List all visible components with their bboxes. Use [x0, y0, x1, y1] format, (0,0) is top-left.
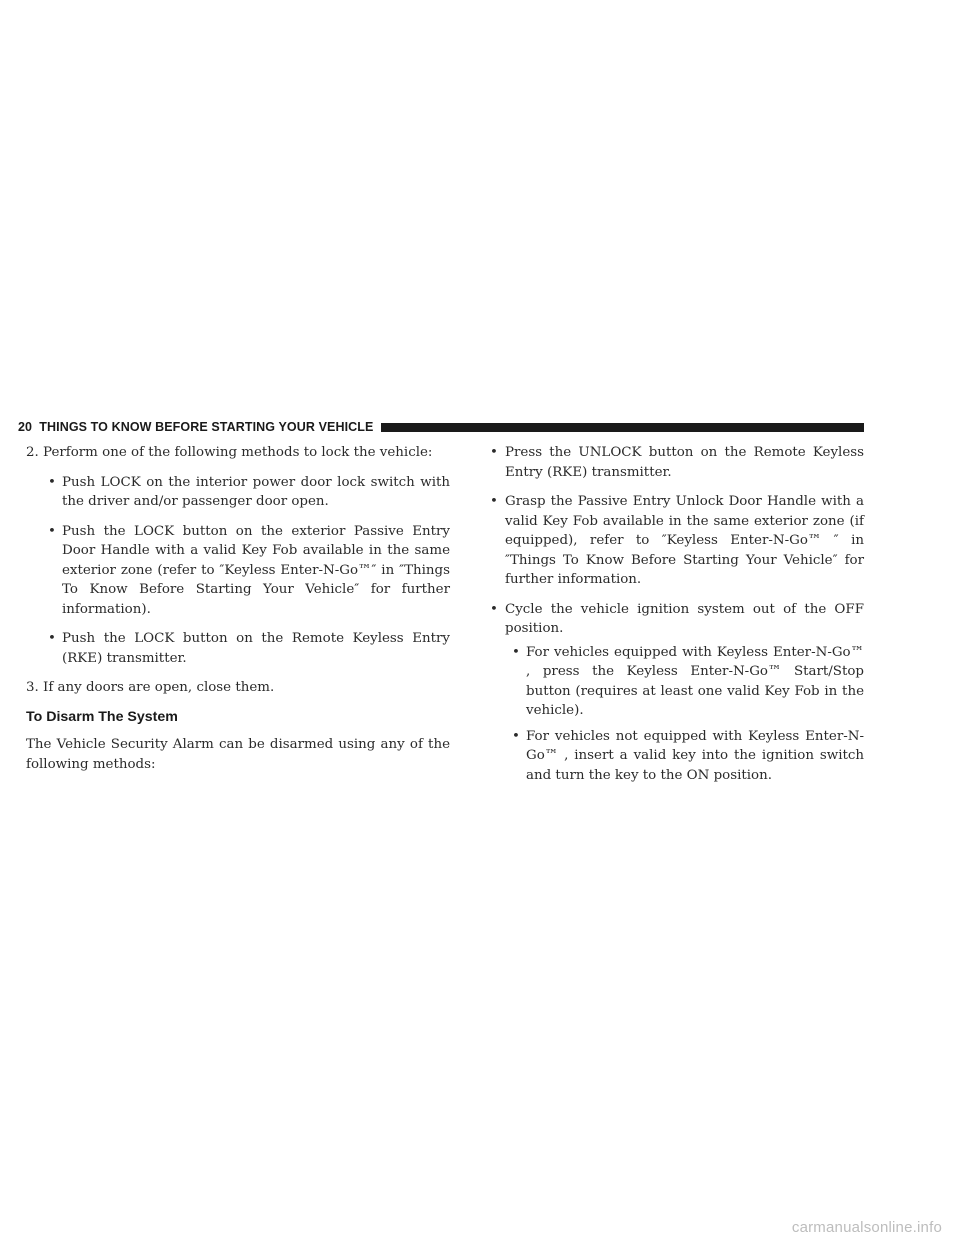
disarm-method-2	[472, 492, 864, 590]
section-body: The Vehicle Security Alarm can be disarmed using any of the following methods:	[26, 737, 450, 772]
lock-method-2	[22, 522, 450, 620]
step-2: 2. Perform one of the following methods to lock the vehicle:	[26, 445, 433, 460]
bullet-glyph: •	[490, 445, 498, 460]
lock-method-1	[22, 473, 450, 512]
page-header-text	[18, 420, 373, 434]
ignition-sub-1	[472, 643, 864, 721]
lock-method-3-text: Push the LOCK button on the Remote Keyless Entry (RKE) transmitter.	[62, 631, 450, 666]
disarm-method-2-text: Grasp the Passive Entry Unlock Door Handle with a valid Key Fob available in the same exterior zone (if equipped), refer to ″Keyless Enter-N-Go™ ″ in ″Things To Know Before Starting Your Vehicle″ for further information.	[505, 494, 864, 587]
ignition-sub-1-text: For vehicles equipped with Keyless Enter-N-Go™ , press the Keyless Enter-N-Go™ Start/Stop button (requires at least one valid Key Fob in the vehicle).	[526, 644, 864, 718]
lock-method-3	[22, 629, 450, 668]
section-title: To Disarm The System	[26, 708, 178, 725]
disarm-method-1	[472, 443, 864, 482]
right-column	[472, 443, 864, 791]
disarm-method-1-text: Press the UNLOCK button on the Remote Keyless Entry (RKE) transmitter.	[505, 445, 864, 480]
bullet-glyph: •	[490, 494, 498, 509]
disarm-method-3-text: Cycle the vehicle ignition system out of the OFF position.	[505, 601, 864, 636]
lock-method-1-text: Push LOCK on the interior power door lock switch with the driver and/or passenger door open.	[62, 474, 450, 509]
bullet-glyph: •	[48, 474, 56, 490]
bullet-glyph: •	[48, 523, 56, 539]
page-header	[18, 420, 864, 434]
bullet-glyph: •	[490, 601, 498, 617]
watermark-text: carmanualsonline.info	[791, 1219, 942, 1236]
bullet-glyph: •	[48, 631, 56, 646]
disarm-method-3	[472, 600, 864, 639]
bullet-glyph: •	[512, 728, 520, 744]
left-column	[22, 443, 450, 774]
lock-method-2-text: Push the LOCK button on the exterior Passive Entry Door Handle with a valid Key Fob available in the same exterior zone (refer to ″Keyless Enter-N-Go™″ in ″Things To Know Before Starting Your Vehicle″ for further information).	[62, 523, 450, 617]
ignition-sub-2	[472, 727, 864, 786]
step-3: 3. If any doors are open, close them.	[26, 680, 275, 695]
bullet-glyph: •	[512, 644, 520, 660]
running-title: THINGS TO KNOW BEFORE STARTING YOUR VEHICLE	[39, 420, 374, 434]
header-rule	[381, 423, 864, 432]
page-number: 20	[18, 420, 33, 434]
ignition-sub-2-text: For vehicles not equipped with Keyless Enter-N-Go™ , insert a valid key into the ignition switch and turn the key to the ON position.	[526, 728, 864, 783]
